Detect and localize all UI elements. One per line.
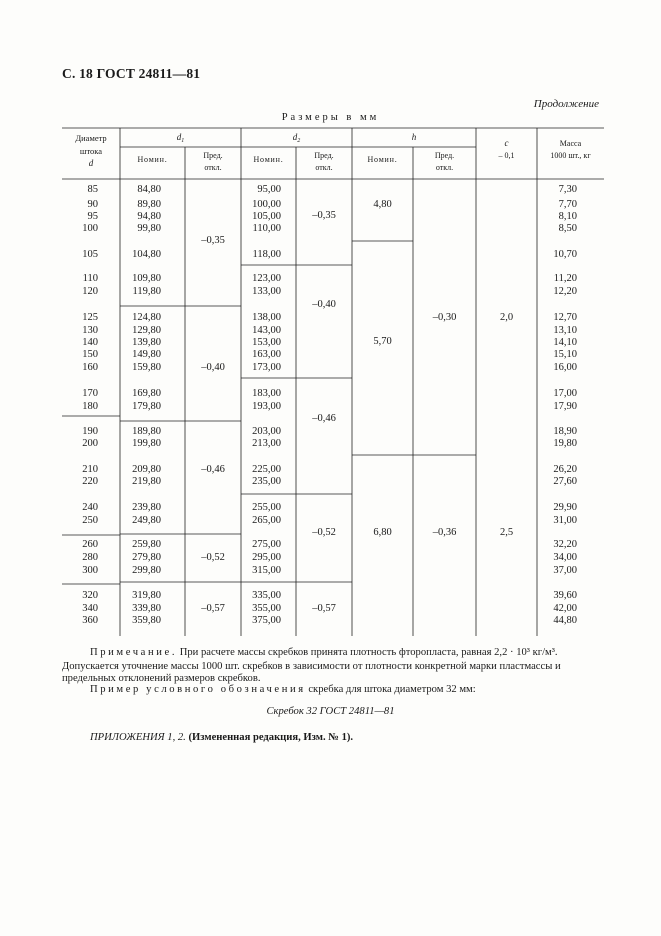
cell-rod-diameter: 120 xyxy=(82,286,98,297)
cell-rod-diameter: 100 xyxy=(82,223,98,234)
cell-mass: 18,90 xyxy=(553,426,577,437)
cell-d2-nominal: 255,00 xyxy=(252,502,281,513)
cell-c: 2,0 xyxy=(499,312,514,323)
cell-h-tolerance: –0,36 xyxy=(432,527,457,538)
cell-d1-nominal: 279,80 xyxy=(132,552,161,563)
header-diameter: штока xyxy=(79,146,103,156)
cell-d1-nominal: 259,80 xyxy=(132,539,161,550)
cell-d2-nominal: 138,00 xyxy=(252,312,281,323)
cell-d2-tolerance: –0,57 xyxy=(312,603,336,614)
cell-mass: 7,30 xyxy=(558,184,577,195)
cell-d2-nominal: 355,00 xyxy=(252,603,281,614)
header-tolerance: Пред. xyxy=(203,151,223,160)
cell-d1-nominal: 339,80 xyxy=(132,603,161,614)
cell-d2-nominal: 183,00 xyxy=(252,388,281,399)
cell-d1-nominal: 94,80 xyxy=(137,211,161,222)
cell-rod-diameter: 190 xyxy=(82,426,98,437)
header-nominal: Номин. xyxy=(253,155,284,164)
cell-d2-nominal: 235,00 xyxy=(252,476,281,487)
header-diameter: Диаметр xyxy=(75,133,107,143)
cell-rod-diameter: 140 xyxy=(82,337,98,348)
cell-rod-diameter: 130 xyxy=(82,325,98,336)
header-nominal: Номин. xyxy=(367,155,398,164)
cell-rod-diameter: 170 xyxy=(82,388,98,399)
cell-rod-diameter: 95 xyxy=(87,211,98,222)
header-tolerance: откл. xyxy=(315,163,333,172)
cell-mass: 11,20 xyxy=(553,273,577,284)
cell-mass: 19,80 xyxy=(553,438,577,449)
appendix-line xyxy=(90,732,353,743)
cell-d2-nominal: 123,00 xyxy=(252,273,281,284)
cell-d1-nominal: 239,80 xyxy=(132,502,161,513)
header-c-tolerance: – 0,1 xyxy=(498,151,515,160)
note-line-1 xyxy=(62,646,602,660)
cell-d1-nominal: 319,80 xyxy=(132,590,161,601)
cell-rod-diameter: 260 xyxy=(82,539,98,550)
cell-d2-nominal: 163,00 xyxy=(252,349,281,360)
cell-d2-nominal: 118,00 xyxy=(252,249,281,260)
cell-mass: 10,70 xyxy=(553,249,577,260)
example-text: скребка для штока диаметром 32 мм: xyxy=(308,684,476,695)
cell-d1-nominal: 104,80 xyxy=(132,249,161,260)
cell-d1-nominal: 169,80 xyxy=(132,388,161,399)
continued-label: Продолжение xyxy=(533,98,599,110)
cell-mass: 15,10 xyxy=(553,349,577,360)
cell-d2-nominal: 375,00 xyxy=(252,615,281,626)
cell-d2-nominal: 213,00 xyxy=(252,438,281,449)
cell-d1-nominal: 299,80 xyxy=(132,565,161,576)
cell-rod-diameter: 180 xyxy=(82,401,98,412)
cell-d1-tolerance: –0,52 xyxy=(201,552,225,563)
header-d1: $d_1$ xyxy=(176,132,185,144)
cell-d2-nominal: 173,00 xyxy=(252,362,281,373)
header-mass: 1000 шт., кг xyxy=(550,151,591,160)
cell-d1-tolerance: –0,57 xyxy=(201,603,225,614)
cell-d1-tolerance: –0,46 xyxy=(201,464,225,475)
cell-mass: 32,20 xyxy=(553,539,577,550)
cell-d2-tolerance: –0,35 xyxy=(312,210,336,221)
cell-d1-nominal: 124,80 xyxy=(132,312,161,323)
cell-mass: 13,10 xyxy=(553,325,577,336)
cell-d2-nominal: 133,00 xyxy=(252,286,281,297)
header-h: h xyxy=(411,132,417,142)
cell-mass: 44,80 xyxy=(553,615,577,626)
cell-mass: 42,00 xyxy=(553,603,577,614)
cell-d1-nominal: 84,80 xyxy=(137,184,161,195)
cell-rod-diameter: 150 xyxy=(82,349,98,360)
cell-rod-diameter: 210 xyxy=(82,464,98,475)
cell-mass: 37,00 xyxy=(553,565,577,576)
cell-d1-nominal: 99,80 xyxy=(137,223,161,234)
header-tolerance: откл. xyxy=(204,163,222,172)
header-diameter-symbol: d xyxy=(88,158,94,168)
cell-mass: 12,20 xyxy=(553,286,577,297)
cell-mass: 27,60 xyxy=(553,476,577,487)
cell-rod-diameter: 280 xyxy=(82,552,98,563)
cell-c: 2,5 xyxy=(499,527,514,538)
cell-h-nominal: 4,80 xyxy=(373,199,392,210)
cell-d1-nominal: 159,80 xyxy=(132,362,161,373)
cell-mass: 8,10 xyxy=(558,211,577,222)
cell-d1-tolerance: –0,40 xyxy=(201,362,225,373)
amendment-note: (Измененная редакция, Изм. № 1). xyxy=(188,732,354,743)
cell-rod-diameter: 105 xyxy=(82,249,98,260)
cell-d2-nominal: 95,00 xyxy=(257,184,281,195)
cell-mass: 39,60 xyxy=(553,590,577,601)
cell-rod-diameter: 320 xyxy=(82,590,98,601)
cell-d1-nominal: 129,80 xyxy=(132,325,161,336)
header-d2: $d_2$ xyxy=(292,132,301,144)
cell-d2-nominal: 295,00 xyxy=(252,552,281,563)
cell-rod-diameter: 240 xyxy=(82,502,98,513)
cell-h-nominal: 6,80 xyxy=(373,527,392,538)
cell-d1-nominal: 199,80 xyxy=(132,438,161,449)
note-label: Примечание. xyxy=(90,647,178,658)
cell-d2-nominal: 225,00 xyxy=(252,464,281,475)
cell-d2-nominal: 105,00 xyxy=(252,211,281,222)
cell-rod-diameter: 110 xyxy=(82,273,98,284)
cell-d2-nominal: 275,00 xyxy=(252,539,281,550)
header-nominal: Номин. xyxy=(137,155,168,164)
note-text-1: При расчете массы скребков принята плотность фторопласта, равная 2,2 · 10³ кг/м³. xyxy=(179,647,558,658)
cell-mass: 31,00 xyxy=(553,515,577,526)
note-line-2: Допускается уточнение массы 1000 шт. скребков в зависимости от плотности конкретной марки пластмассы и xyxy=(62,661,561,672)
cell-rod-diameter: 220 xyxy=(82,476,98,487)
cell-d2-nominal: 265,00 xyxy=(252,515,281,526)
cell-h-tolerance: –0,30 xyxy=(432,312,457,323)
cell-rod-diameter: 340 xyxy=(82,603,98,614)
cell-d1-nominal: 89,80 xyxy=(137,199,161,210)
note-line-3: предельных отклонений размеров скребков. xyxy=(62,673,261,684)
cell-d2-tolerance: –0,46 xyxy=(312,413,336,424)
cell-mass: 8,50 xyxy=(558,223,577,234)
cell-d2-tolerance: –0,40 xyxy=(312,299,336,310)
appendix-ref: ПРИЛОЖЕНИЯ 1, 2. xyxy=(90,732,186,743)
header-tolerance: Пред. xyxy=(314,151,334,160)
cell-mass: 14,10 xyxy=(553,337,577,348)
cell-d2-nominal: 153,00 xyxy=(252,337,281,348)
cell-d2-nominal: 100,00 xyxy=(252,199,281,210)
cell-rod-diameter: 160 xyxy=(82,362,98,373)
units-label: Размеры в мм xyxy=(281,112,380,123)
cell-d1-nominal: 249,80 xyxy=(132,515,161,526)
cell-d2-tolerance: –0,52 xyxy=(312,527,336,538)
cell-d2-nominal: 193,00 xyxy=(252,401,281,412)
cell-mass: 12,70 xyxy=(553,312,577,323)
cell-mass: 34,00 xyxy=(553,552,577,563)
cell-d1-nominal: 359,80 xyxy=(132,615,161,626)
example-line xyxy=(90,684,476,695)
cell-mass: 29,90 xyxy=(553,502,577,513)
cell-d2-nominal: 110,00 xyxy=(252,223,281,234)
cell-d1-nominal: 139,80 xyxy=(132,337,161,348)
cell-d1-nominal: 189,80 xyxy=(132,426,161,437)
cell-d1-nominal: 119,80 xyxy=(132,286,161,297)
header-c: c xyxy=(504,138,509,148)
cell-mass: 26,20 xyxy=(553,464,577,475)
cell-rod-diameter: 125 xyxy=(82,312,98,323)
example-code: Скребок 32 ГОСТ 24811—81 xyxy=(266,706,395,717)
cell-d1-nominal: 109,80 xyxy=(132,273,161,284)
cell-d1-nominal: 219,80 xyxy=(132,476,161,487)
cell-rod-diameter: 360 xyxy=(82,615,98,626)
cell-rod-diameter: 85 xyxy=(87,184,98,195)
cell-rod-diameter: 90 xyxy=(87,199,98,210)
cell-d2-nominal: 315,00 xyxy=(252,565,281,576)
cell-d2-nominal: 203,00 xyxy=(252,426,281,437)
header-tolerance: откл. xyxy=(435,163,454,172)
cell-rod-diameter: 300 xyxy=(82,565,98,576)
cell-d1-nominal: 149,80 xyxy=(132,349,161,360)
header-tolerance: Пред. xyxy=(434,151,455,160)
page-header: С. 18 ГОСТ 24811—81 xyxy=(62,66,201,81)
cell-mass: 7,70 xyxy=(558,199,577,210)
cell-d2-nominal: 335,00 xyxy=(252,590,281,601)
cell-mass: 16,00 xyxy=(553,362,577,373)
header-mass: Масса xyxy=(559,139,582,148)
example-label: Пример условного обозначения xyxy=(90,684,306,695)
cell-d1-nominal: 209,80 xyxy=(132,464,161,475)
cell-d2-nominal: 143,00 xyxy=(252,325,281,336)
cell-rod-diameter: 200 xyxy=(82,438,98,449)
cell-h-nominal: 5,70 xyxy=(373,336,392,347)
cell-mass: 17,00 xyxy=(553,388,577,399)
cell-d1-nominal: 179,80 xyxy=(132,401,161,412)
cell-mass: 17,90 xyxy=(553,401,577,412)
cell-rod-diameter: 250 xyxy=(82,515,98,526)
cell-d1-tolerance: –0,35 xyxy=(201,235,225,246)
